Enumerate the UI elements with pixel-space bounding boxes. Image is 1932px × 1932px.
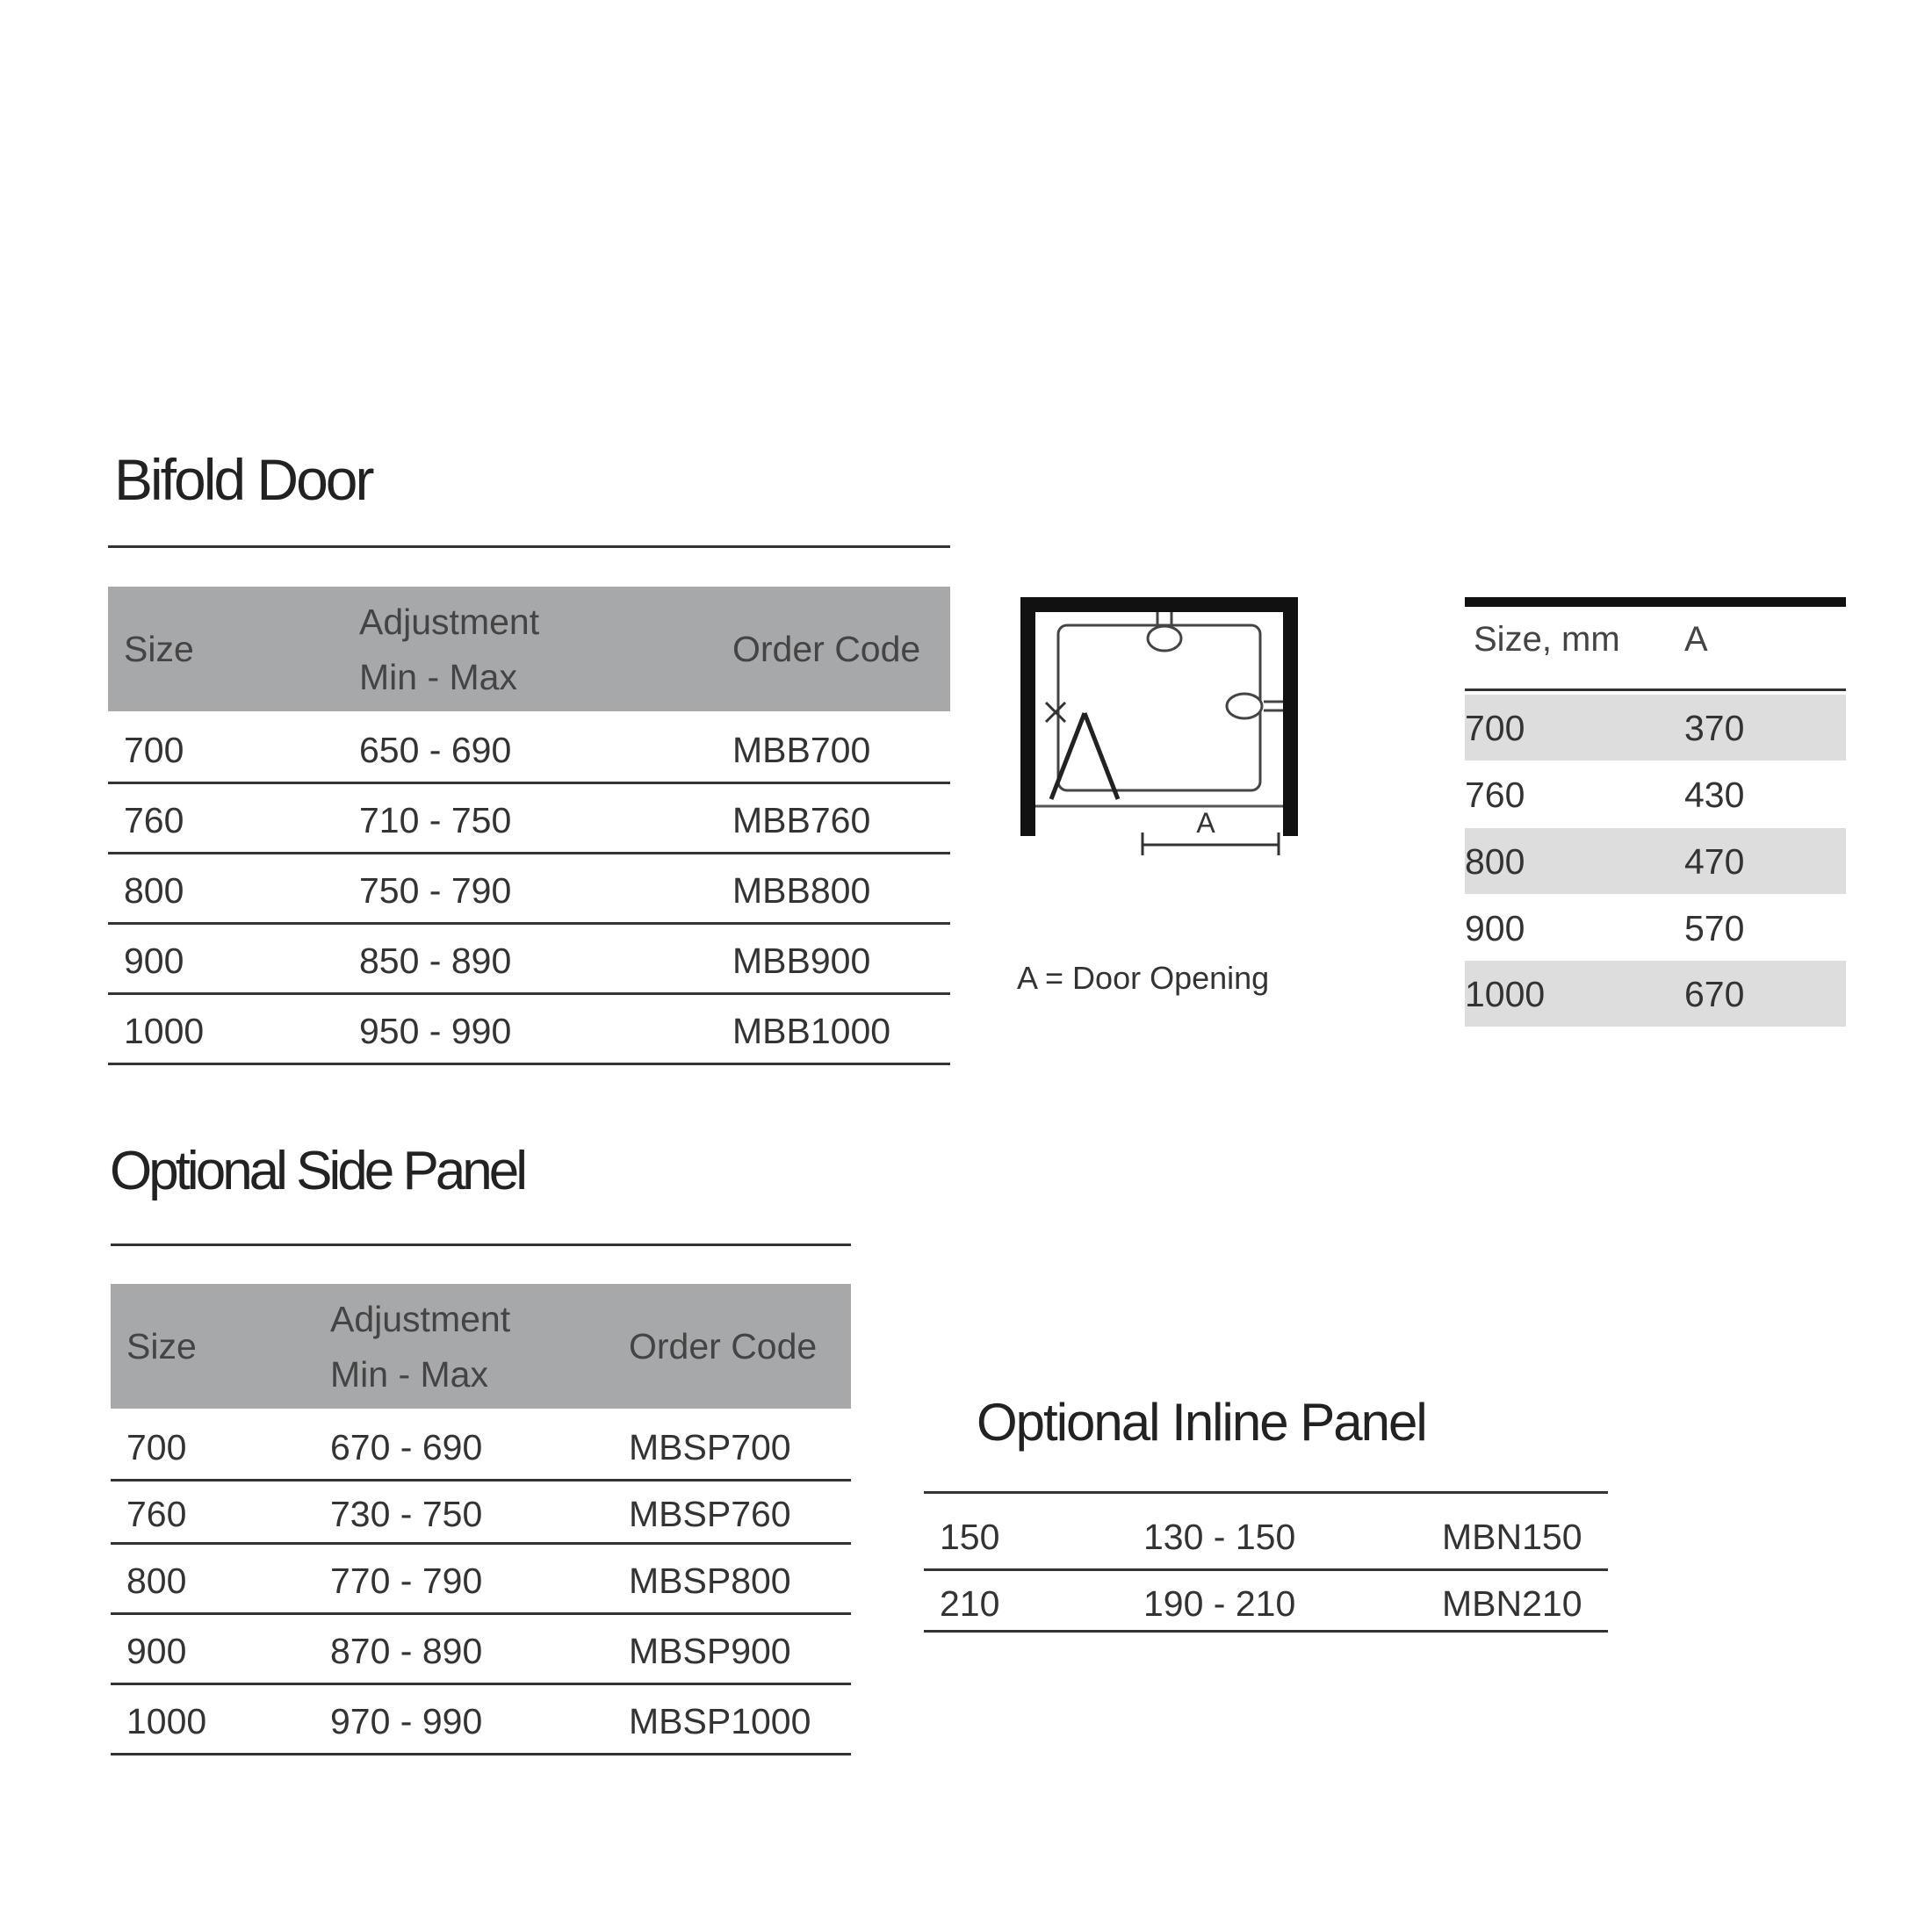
bifold-header-adjustment: Adjustment: [359, 602, 540, 642]
order-code-cell: MBB700: [732, 730, 871, 770]
order-code-cell: MBSP760: [629, 1494, 791, 1534]
adjustment-cell: 130 - 150: [1143, 1517, 1296, 1557]
a-cell: 370: [1684, 708, 1745, 748]
row-divider: [108, 1063, 950, 1065]
inline-panel-title: Optional Inline Panel: [977, 1393, 1426, 1452]
size-cell: 700: [1465, 708, 1525, 748]
hinge-cross-icon: [1046, 703, 1065, 722]
size-cell: 150: [940, 1517, 1000, 1557]
order-code-cell: MBB760: [732, 800, 871, 840]
size-cell: 900: [1465, 908, 1525, 948]
opening-header-a: A: [1684, 620, 1708, 659]
side-panel-title-rule: [111, 1244, 851, 1246]
row-divider: [108, 992, 950, 995]
dimension-label: A: [1196, 807, 1215, 839]
row-divider: [111, 1479, 851, 1481]
row-divider: [108, 922, 950, 925]
a-cell: 670: [1684, 974, 1745, 1014]
row-divider: [924, 1568, 1608, 1571]
adjustment-cell: 850 - 890: [359, 941, 512, 981]
adjustment-cell: 190 - 210: [1143, 1583, 1296, 1624]
bifold-header-min-max: Min - Max: [359, 657, 517, 697]
opening-header-size: Size, mm: [1474, 620, 1620, 659]
size-cell: 210: [940, 1583, 1000, 1624]
inline-panel-title-rule: [924, 1491, 1608, 1494]
order-code-cell: MBSP1000: [629, 1701, 811, 1741]
row-divider: [924, 1630, 1608, 1633]
size-cell: 1000: [124, 1011, 205, 1051]
order-code-cell: MBSP900: [629, 1631, 791, 1671]
row-divider: [111, 1683, 851, 1685]
side-panel-header-adjustment: Adjustment: [330, 1299, 511, 1339]
adjustment-cell: 970 - 990: [330, 1701, 483, 1741]
order-code-cell: MBN150: [1442, 1517, 1582, 1557]
size-cell: 900: [124, 941, 184, 981]
adjustment-cell: 870 - 890: [330, 1631, 483, 1671]
row-divider: [108, 782, 950, 784]
size-cell: 700: [124, 730, 184, 770]
row-divider: [108, 852, 950, 854]
size-cell: 760: [124, 800, 184, 840]
bifold-header-size: Size: [124, 629, 194, 669]
size-cell: 800: [124, 870, 184, 911]
a-cell: 570: [1684, 908, 1745, 948]
bifold-title: Bifold Door: [114, 447, 372, 512]
order-code-cell: MBB900: [732, 941, 871, 981]
bifold-panel-right: [1085, 713, 1118, 799]
bifold-panel-left: [1051, 713, 1085, 799]
order-code-cell: MBSP800: [629, 1561, 791, 1601]
order-code-cell: MBN210: [1442, 1583, 1582, 1624]
adjustment-cell: 670 - 690: [330, 1427, 483, 1467]
size-cell: 900: [126, 1631, 187, 1671]
bifold-header-order-code: Order Code: [732, 629, 921, 669]
adjustment-cell: 710 - 750: [359, 800, 512, 840]
side-panel-header-order-code: Order Code: [629, 1326, 818, 1366]
diagram-caption: A = Door Opening: [1017, 960, 1270, 996]
opening-table-top-rule: [1465, 597, 1846, 607]
back-wall: [1020, 597, 1298, 612]
right-wall: [1283, 597, 1298, 836]
valve-icon: [1148, 612, 1181, 651]
shower-head-icon: [1227, 694, 1283, 718]
a-cell: 470: [1684, 841, 1745, 882]
size-cell: 760: [126, 1494, 187, 1534]
opening-header-rule: [1465, 688, 1846, 691]
adjustment-cell: 950 - 990: [359, 1011, 512, 1051]
side-panel-header-min-max: Min - Max: [330, 1354, 488, 1395]
row-divider: [111, 1753, 851, 1755]
size-cell: 760: [1465, 775, 1525, 815]
size-cell: 700: [126, 1427, 187, 1467]
size-cell: 1000: [126, 1701, 207, 1741]
size-cell: 800: [126, 1561, 187, 1601]
bifold-title-rule: [108, 545, 950, 548]
side-panel-header-size: Size: [126, 1326, 197, 1366]
order-code-cell: MBSP700: [629, 1427, 791, 1467]
row-divider: [111, 1612, 851, 1615]
side-panel-title: Optional Side Panel: [110, 1141, 525, 1201]
bifold-door-diagram: [1014, 590, 1304, 880]
order-code-cell: MBB800: [732, 870, 871, 911]
adjustment-cell: 770 - 790: [330, 1561, 483, 1601]
adjustment-cell: 650 - 690: [359, 730, 512, 770]
size-cell: 1000: [1465, 974, 1546, 1014]
row-divider: [111, 1542, 851, 1545]
order-code-cell: MBB1000: [732, 1011, 891, 1051]
size-cell: 800: [1465, 841, 1525, 882]
left-wall: [1020, 597, 1035, 836]
a-cell: 430: [1684, 775, 1745, 815]
adjustment-cell: 750 - 790: [359, 870, 512, 911]
adjustment-cell: 730 - 750: [330, 1494, 483, 1534]
